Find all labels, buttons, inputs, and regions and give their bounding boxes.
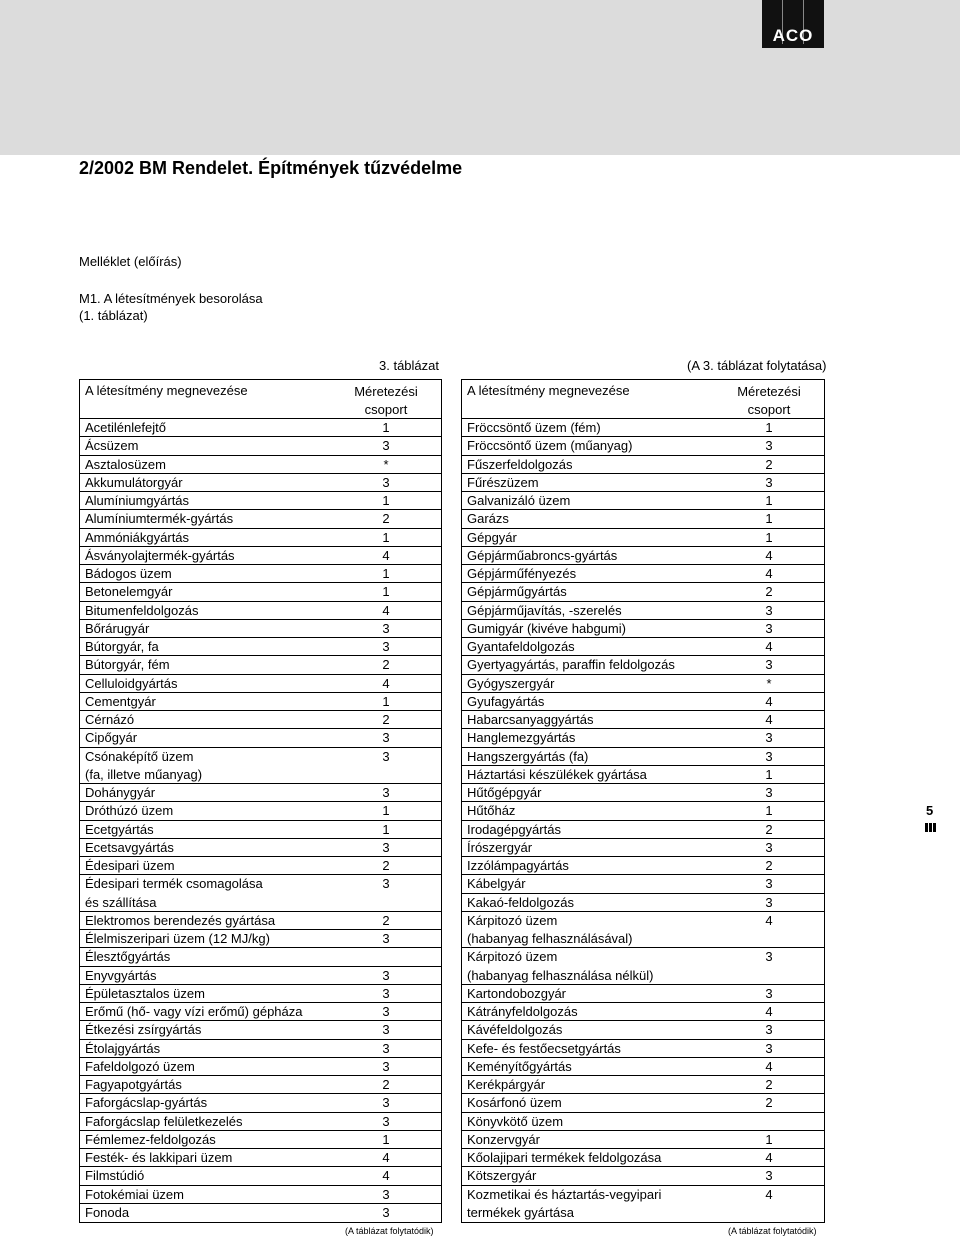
facility-name: Gépjárműgyártás [467, 584, 567, 600]
facility-name: Betonelemgyár [85, 584, 173, 600]
table-row [462, 874, 824, 892]
table-row [462, 528, 824, 546]
table-row [80, 856, 441, 874]
table-row [80, 1075, 441, 1093]
facility-name: Kábelgyár [467, 876, 526, 892]
column-header-name: A létesítmény megnevezése [467, 383, 630, 398]
facility-name: Kartondobozgyár [467, 985, 567, 1001]
facility-name: Elektromos berendezés gyártása [85, 912, 276, 928]
table-row [80, 820, 441, 838]
size-group-value: 3 [382, 1004, 390, 1019]
facility-name: Étkezési zsírgyártás [85, 1022, 202, 1038]
right-table-footer: (A táblázat folytatódik) [728, 1226, 817, 1236]
facility-name: (habanyag felhasználásával) [467, 931, 633, 946]
size-group-value: 3 [765, 985, 773, 1001]
facility-name: Faforgácslap-gyártás [85, 1095, 208, 1111]
size-group-value: 3 [382, 1022, 390, 1038]
table-row [462, 929, 824, 947]
facility-name: Dohánygyár [85, 785, 156, 800]
facility-name: Étolajgyártás [85, 1040, 161, 1056]
table-row [80, 710, 441, 728]
table-row [80, 783, 441, 801]
table-row [462, 637, 824, 655]
table-row [80, 765, 441, 783]
facility-name: Ásványolajtermék-gyártás [85, 547, 235, 563]
left-table-footer: (A táblázat folytatódik) [345, 1226, 434, 1236]
table-row [80, 692, 441, 710]
size-group-value: 3 [765, 949, 773, 965]
chapter-marker-icon [925, 823, 937, 832]
size-group-value: 2 [382, 657, 390, 673]
table-row [462, 1166, 824, 1184]
facility-name: Írószergyár [467, 839, 533, 855]
table-row [462, 747, 824, 765]
facility-name: Faforgácslap felületkezelés [85, 1113, 243, 1129]
facility-name: Fotokémiai üzem [85, 1186, 184, 1202]
size-group-value: 3 [765, 894, 773, 910]
table-row [80, 1130, 441, 1148]
facility-name: Fröccsöntő üzem (műanyag) [467, 438, 633, 454]
document-title: 2/2002 BM Rendelet. Építmények tűzvédelme [79, 158, 463, 178]
table-row [462, 1002, 824, 1020]
size-group-value: 2 [765, 858, 773, 873]
section-heading: M1. A létesítmények besorolása [79, 291, 263, 306]
facility-name: Gépgyár [467, 529, 517, 545]
facility-name: Cementgyár [85, 693, 156, 709]
facility-name: Bitumenfeldolgozás [85, 602, 199, 618]
size-group-value: 1 [765, 766, 773, 782]
size-group-value: 2 [382, 1077, 390, 1092]
size-group-value: * [383, 456, 389, 472]
size-group-value: 4 [765, 912, 773, 928]
table-row [80, 984, 441, 1002]
table-row [462, 1093, 824, 1111]
facility-name: Épületasztalos üzem [85, 985, 205, 1001]
facility-name: Dróthúzó üzem [85, 803, 174, 819]
table-row [462, 1112, 824, 1130]
facility-name: Édesipari üzem [85, 858, 175, 873]
right-table [461, 379, 825, 1223]
size-group-value: 3 [765, 620, 773, 636]
facility-name: Kosárfonó üzem [467, 1095, 562, 1111]
facility-name: Kakaó-feldolgozás [467, 894, 574, 910]
size-group-value: 3 [382, 639, 390, 654]
table-row [80, 601, 441, 619]
size-group-value: 3 [382, 730, 390, 746]
section-subheading: (1. táblázat) [79, 308, 148, 323]
table-row [462, 984, 824, 1002]
table-row [80, 655, 441, 673]
facility-name: Hangszergyártás (fa) [467, 748, 589, 764]
size-group-value: 2 [382, 511, 390, 527]
facility-name: (habanyag felhasználása nélkül) [467, 967, 654, 983]
size-group-value: 3 [765, 876, 773, 892]
table-row [80, 473, 441, 491]
facility-name: Enyvgyártás [85, 967, 157, 983]
facility-name: Könyvkötő üzem [467, 1113, 564, 1129]
table-row [462, 619, 824, 637]
table-row [462, 582, 824, 600]
size-group-value: 1 [765, 420, 773, 435]
table-row [80, 1020, 441, 1038]
column-header-name: A létesítmény megnevezése [85, 383, 248, 398]
size-group-value: 4 [765, 639, 773, 654]
column-header-size-line1: Méretezési [354, 384, 418, 399]
facility-name: (fa, illetve műanyag) [85, 766, 203, 782]
table-row [80, 1039, 441, 1057]
size-group-value: 3 [382, 785, 390, 800]
size-group-value: 1 [382, 584, 390, 600]
size-group-value: 4 [382, 1150, 390, 1165]
table-row [80, 582, 441, 600]
table-row [462, 783, 824, 801]
table-row [462, 710, 824, 728]
size-group-value: 2 [765, 821, 773, 837]
facility-name: Kötszergyár [467, 1168, 537, 1184]
left-table [79, 379, 442, 1223]
facility-name: Irodagépgyártás [467, 821, 561, 837]
table-row [80, 1112, 441, 1130]
right-table-header [462, 380, 824, 419]
column-header-size-line1: Méretezési [737, 384, 801, 399]
column-header-size [714, 383, 824, 419]
size-group-value: 3 [765, 1168, 773, 1184]
size-group-value: 3 [765, 602, 773, 618]
facility-name: Akkumulátorgyár [85, 474, 183, 490]
facility-name: Kefe- és festőecsetgyártás [467, 1040, 621, 1056]
table-row [80, 619, 441, 637]
facility-name: Ecetsavgyártás [85, 839, 174, 855]
facility-name: Hanglemezgyártás [467, 730, 576, 746]
table-row [462, 1020, 824, 1038]
facility-name: Ácsüzem [85, 438, 139, 454]
size-group-value: 1 [382, 420, 390, 435]
size-group-value: 1 [382, 803, 390, 819]
size-group-value: 3 [382, 1058, 390, 1074]
size-group-value: 3 [765, 839, 773, 855]
facility-name: Asztalosüzem [85, 456, 166, 472]
size-group-value: 1 [382, 821, 390, 837]
table-row [462, 674, 824, 692]
facility-name: Fröccsöntő üzem (fém) [467, 420, 601, 435]
size-group-value: 3 [382, 474, 390, 490]
table-row [462, 692, 824, 710]
facility-name: Háztartási készülékek gyártása [467, 766, 647, 782]
size-group-value: 1 [765, 493, 773, 508]
facility-name: Alumíniumgyártás [85, 493, 190, 508]
size-group-value: 2 [382, 712, 390, 727]
facility-name: Bádogos üzem [85, 566, 172, 581]
table-row [462, 473, 824, 491]
table-row [462, 856, 824, 874]
facility-name: Filmstúdió [85, 1168, 145, 1184]
facility-name: Fűrészüzem [467, 474, 539, 490]
size-group-value: 3 [765, 1022, 773, 1038]
facility-name: termékek gyártása [467, 1204, 574, 1220]
table-row [462, 765, 824, 783]
table-row [80, 674, 441, 692]
facility-name: Habarcsanyaggyártás [467, 712, 594, 727]
facility-name: Celluloidgyártás [85, 675, 178, 691]
facility-name: Izzólámpagyártás [467, 858, 569, 873]
table-row [80, 728, 441, 746]
facility-name: Festék- és lakkipari üzem [85, 1150, 233, 1165]
size-group-value: 3 [765, 748, 773, 764]
facility-name: Élelmiszeripari üzem (12 MJ/kg) [85, 931, 270, 946]
size-group-value: 1 [382, 566, 390, 581]
facility-name: Galvanizáló üzem [467, 493, 571, 508]
size-group-value: 2 [382, 912, 390, 928]
size-group-value: 3 [765, 730, 773, 746]
table-row [80, 947, 441, 965]
facility-name: Kerékpárgyár [467, 1077, 546, 1092]
facility-name: Élesztőgyártás [85, 949, 171, 965]
size-group-value: 1 [382, 693, 390, 709]
size-group-value: 2 [765, 1095, 773, 1111]
facility-name: Garázs [467, 511, 509, 527]
facility-name: Keményítőgyártás [467, 1058, 572, 1074]
size-group-value: 4 [382, 675, 390, 691]
table-row [462, 601, 824, 619]
table-row [80, 1002, 441, 1020]
table-row [462, 911, 824, 929]
facility-name: Hűtőház [467, 803, 516, 819]
table-row [80, 801, 441, 819]
size-group-value: 3 [382, 931, 390, 946]
table-row [462, 1075, 824, 1093]
size-group-value: 4 [382, 1168, 390, 1184]
table-row [462, 893, 824, 911]
size-group-value: 3 [382, 620, 390, 636]
facility-name: Kátrányfeldolgozás [467, 1004, 578, 1019]
left-table-caption: 3. táblázat [379, 358, 439, 373]
facility-name: Gumigyár (kivéve habgumi) [467, 620, 626, 636]
table-row [462, 655, 824, 673]
size-group-value: 4 [765, 547, 773, 563]
size-group-value: 1 [765, 803, 773, 819]
size-group-value: 3 [382, 967, 390, 983]
size-group-value: 2 [765, 584, 773, 600]
table-row [462, 728, 824, 746]
table-row [462, 947, 824, 965]
size-group-value: 3 [382, 748, 390, 764]
facility-name: Fagyapotgyártás [85, 1077, 182, 1092]
facility-name: Bőrárugyár [85, 620, 150, 636]
size-group-value: 3 [382, 876, 390, 892]
facility-name: Ecetgyártás [85, 821, 154, 837]
facility-name: Gyógyszergyár [467, 675, 555, 691]
table-row [462, 1203, 824, 1221]
facility-name: Cipőgyár [85, 730, 138, 746]
table-row [462, 491, 824, 509]
table-row [462, 418, 824, 436]
table-row [462, 1130, 824, 1148]
size-group-value: 2 [765, 1077, 773, 1092]
size-group-value: 4 [765, 566, 773, 581]
page-number: 5 [926, 803, 934, 818]
facility-name: Kávéfeldolgozás [467, 1022, 563, 1038]
size-group-value: 3 [382, 1186, 390, 1202]
column-header-size-line2: csoport [364, 402, 408, 417]
size-group-value: 3 [382, 985, 390, 1001]
table-row [80, 893, 441, 911]
table-row [80, 874, 441, 892]
size-group-value: 3 [765, 1040, 773, 1056]
size-group-value: 1 [382, 1131, 390, 1147]
table-row [462, 564, 824, 582]
table-row [462, 436, 824, 454]
facility-name: Fafeldolgozó üzem [85, 1058, 195, 1074]
table-row [462, 1185, 824, 1203]
facility-name: Konzervgyár [467, 1131, 540, 1147]
facility-name: Csónaképítő üzem [85, 748, 194, 764]
table-row [80, 637, 441, 655]
facility-name: Bútorgyár, fém [85, 657, 170, 673]
aco-logo [762, 0, 824, 48]
size-group-value: 3 [382, 839, 390, 855]
size-group-value: 4 [765, 712, 773, 727]
table-row [80, 966, 441, 984]
column-header-size [331, 383, 441, 419]
facility-name: Gépjárműfényezés [467, 566, 577, 581]
facility-name: Gépjárműjavítás, -szerelés [467, 602, 622, 618]
facility-name: Kőolajipari termékek feldolgozása [467, 1150, 662, 1165]
right-table-caption: (A 3. táblázat folytatása) [687, 358, 827, 373]
size-group-value: 4 [765, 1186, 773, 1202]
size-group-value: 3 [382, 1204, 390, 1220]
facility-name: Fémlemez-feldolgozás [85, 1131, 216, 1147]
table-row [80, 1203, 441, 1221]
table-row [80, 1057, 441, 1075]
size-group-value: 1 [765, 1131, 773, 1147]
facility-name: Gyufagyártás [467, 693, 545, 709]
table-row [462, 1057, 824, 1075]
table-row [80, 1166, 441, 1184]
size-group-value: 4 [382, 547, 390, 563]
table-row [462, 966, 824, 984]
facility-name: Alumíniumtermék-gyártás [85, 511, 234, 527]
facility-name: és szállítása [85, 894, 157, 910]
annex-label: Melléklet (előírás) [79, 254, 182, 269]
table-row [462, 1039, 824, 1057]
size-group-value: 1 [382, 529, 390, 545]
table-row [462, 455, 824, 473]
size-group-value: 3 [765, 438, 773, 454]
table-row [462, 820, 824, 838]
size-group-value: 4 [765, 1150, 773, 1165]
table-row [80, 418, 441, 436]
left-table-header [80, 380, 441, 419]
table-row [80, 1093, 441, 1111]
size-group-value: 4 [765, 1058, 773, 1074]
table-row [80, 455, 441, 473]
table-row [80, 929, 441, 947]
facility-name: Cérnázó [85, 712, 135, 727]
table-row [80, 747, 441, 765]
size-group-value: 3 [765, 657, 773, 673]
size-group-value: 3 [382, 1040, 390, 1056]
table-row [80, 564, 441, 582]
facility-name: Gépjárműabroncs-gyártás [467, 547, 618, 563]
table-row [462, 546, 824, 564]
table-row [462, 1148, 824, 1166]
size-group-value: 3 [765, 474, 773, 490]
size-group-value: 4 [382, 602, 390, 618]
facility-name: Hűtőgépgyár [467, 785, 542, 800]
size-group-value: 3 [382, 438, 390, 454]
facility-name: Fűszerfeldolgozás [467, 456, 573, 472]
table-row [80, 546, 441, 564]
facility-name: Gyertyagyártás, paraffin feldolgozás [467, 657, 675, 673]
size-group-value: 2 [382, 858, 390, 873]
table-row [80, 911, 441, 929]
table-row [462, 509, 824, 527]
size-group-value: 1 [765, 511, 773, 527]
header-band [0, 0, 960, 155]
column-header-size-line2: csoport [747, 402, 791, 417]
facility-name: Fonoda [85, 1204, 130, 1220]
table-row [80, 1185, 441, 1203]
size-group-value: 1 [382, 493, 390, 508]
size-group-value: 1 [765, 529, 773, 545]
facility-name: Acetilénlefejtő [85, 420, 166, 435]
size-group-value: 3 [382, 1113, 390, 1129]
facility-name: Ammóniákgyártás [85, 529, 190, 545]
size-group-value: 4 [765, 693, 773, 709]
table-row [80, 1148, 441, 1166]
facility-name: Gyantafeldolgozás [467, 639, 575, 654]
size-group-value: 4 [765, 1004, 773, 1019]
size-group-value: * [766, 675, 772, 691]
facility-name: Kárpitozó üzem [467, 912, 558, 928]
table-row [80, 509, 441, 527]
table-row [80, 838, 441, 856]
facility-name: Erőmű (hő- vagy vízi erőmű) gépháza [85, 1004, 303, 1019]
table-row [80, 436, 441, 454]
table-row [462, 838, 824, 856]
size-group-value: 3 [382, 1095, 390, 1111]
facility-name: Kozmetikai és háztartás-vegyipari [467, 1186, 662, 1202]
facility-name: Bútorgyár, fa [85, 639, 159, 654]
size-group-value: 3 [765, 785, 773, 800]
table-row [80, 491, 441, 509]
logo-text: ACO [772, 26, 814, 45]
facility-name: Kárpitozó üzem [467, 949, 558, 965]
table-row [462, 801, 824, 819]
size-group-value: 2 [765, 456, 773, 472]
table-row [80, 528, 441, 546]
facility-name: Édesipari termék csomagolása [85, 876, 263, 892]
